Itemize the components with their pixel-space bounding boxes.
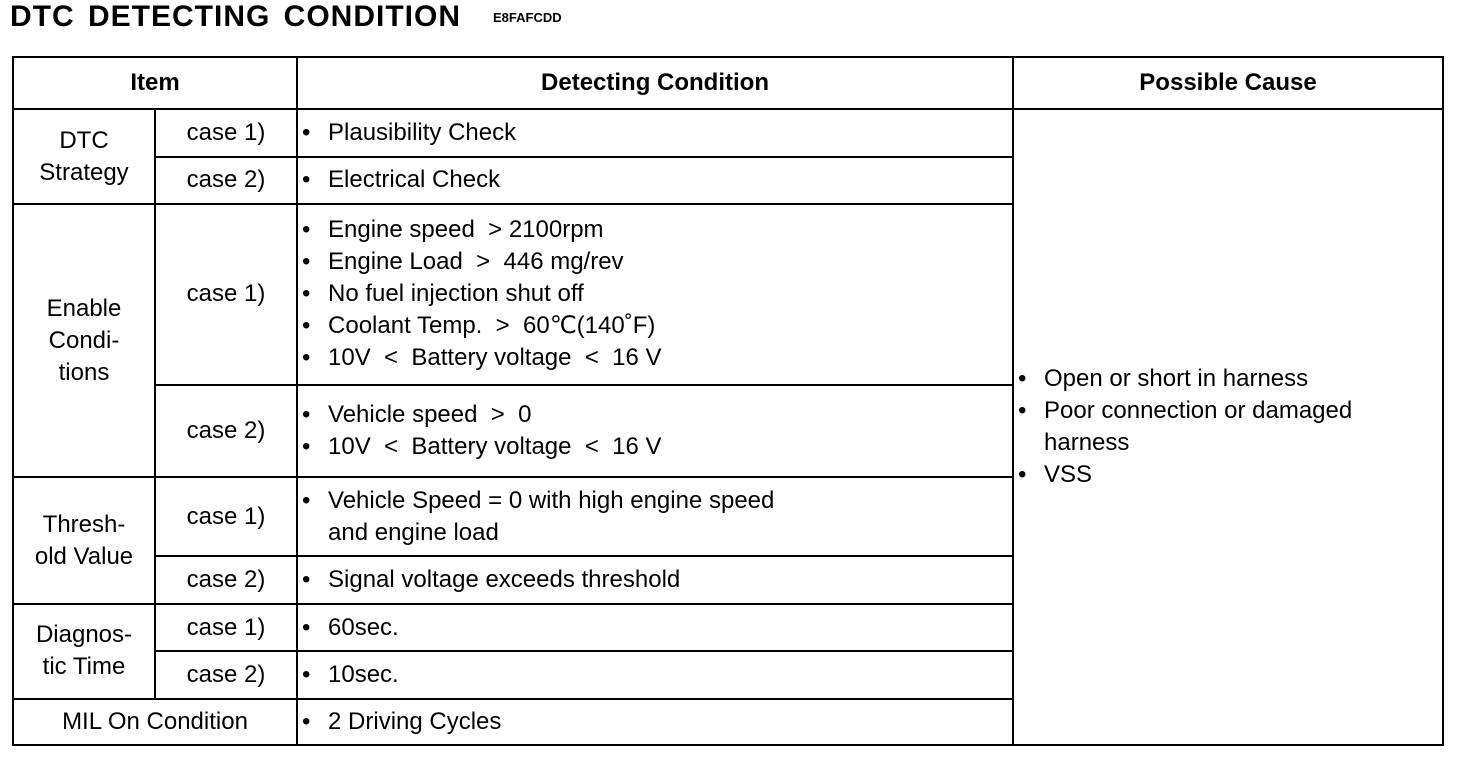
condition-cell bbox=[297, 385, 1013, 478]
case-label: case 2) bbox=[155, 556, 297, 604]
item-diagnostic-time bbox=[13, 604, 155, 699]
condition-list bbox=[298, 399, 1012, 463]
possible-cause-cell bbox=[1013, 109, 1443, 745]
condition-cell bbox=[297, 604, 1013, 651]
condition-item: • Engine Load > 446 mg/rev bbox=[298, 246, 1012, 278]
condition-item: • 10V < Battery voltage < 16 V bbox=[298, 431, 1012, 463]
condition-list bbox=[298, 564, 1012, 596]
page-title: DTC DETECTING CONDITION bbox=[10, 0, 461, 33]
condition-cell bbox=[297, 157, 1013, 204]
item-label-line: Condi- bbox=[48, 326, 120, 354]
condition-item bbox=[298, 485, 1012, 549]
item-threshold-value bbox=[13, 477, 155, 604]
condition-item: • 10V < Battery voltage < 16 V bbox=[298, 342, 1012, 374]
item-label-line: DTC bbox=[59, 126, 109, 154]
heading bbox=[10, 0, 562, 40]
condition-list bbox=[298, 706, 1012, 738]
header-detecting-condition: Detecting Condition bbox=[297, 57, 1013, 109]
item-label-line: Enable bbox=[46, 294, 122, 322]
case-label: case 1) bbox=[155, 109, 297, 156]
cause-item: • VSS bbox=[1014, 459, 1442, 491]
item-dtc-strategy bbox=[13, 109, 155, 204]
condition-item: • 10sec. bbox=[298, 659, 1012, 691]
condition-item: • Coolant Temp. > 60℃(140˚F) bbox=[298, 310, 1012, 342]
item-label-line: Strategy bbox=[39, 158, 129, 186]
document-code: E8FAFCDD bbox=[493, 10, 562, 25]
condition-cell bbox=[297, 556, 1013, 604]
condition-item: • Plausibility Check bbox=[298, 117, 1012, 149]
item-label-line: tions bbox=[58, 358, 110, 386]
condition-item: • 2 Driving Cycles bbox=[298, 706, 1012, 738]
case-label: case 1) bbox=[155, 477, 297, 555]
case-label: case 2) bbox=[155, 157, 297, 204]
condition-list bbox=[298, 164, 1012, 196]
condition-cell bbox=[297, 477, 1013, 555]
item-label-line: Thresh- bbox=[42, 510, 126, 538]
condition-item: • Signal voltage exceeds threshold bbox=[298, 564, 1012, 596]
condition-line: Vehicle Speed = 0 with high engine speed bbox=[328, 486, 775, 514]
case-label: case 2) bbox=[155, 385, 297, 478]
header-item: Item bbox=[13, 57, 297, 109]
condition-item: • Engine speed > 2100rpm bbox=[298, 214, 1012, 246]
condition-item: • No fuel injection shut off bbox=[298, 278, 1012, 310]
dtc-table bbox=[12, 56, 1444, 746]
cause-item: • Open or short in harness bbox=[1014, 363, 1442, 395]
condition-item: • Electrical Check bbox=[298, 164, 1012, 196]
condition-item: • 60sec. bbox=[298, 612, 1012, 644]
case-label: case 1) bbox=[155, 604, 297, 651]
item-label-line: old Value bbox=[34, 542, 134, 570]
case-label: case 1) bbox=[155, 204, 297, 385]
item-label-line: Diagnos- bbox=[35, 621, 133, 649]
condition-list bbox=[298, 214, 1012, 374]
condition-line: and engine load bbox=[328, 518, 499, 546]
header-row bbox=[13, 57, 1443, 109]
condition-cell bbox=[297, 699, 1013, 745]
cause-item: • Poor connection or damaged harness bbox=[1014, 395, 1442, 459]
condition-cell bbox=[297, 651, 1013, 698]
item-mil-on-condition: MIL On Condition bbox=[13, 699, 297, 745]
condition-list bbox=[298, 612, 1012, 644]
condition-cell bbox=[297, 109, 1013, 156]
item-enable-conditions bbox=[13, 204, 155, 478]
possible-cause-list bbox=[1014, 363, 1442, 491]
condition-list bbox=[298, 485, 1012, 549]
header-possible-cause: Possible Cause bbox=[1013, 57, 1443, 109]
case-label: case 2) bbox=[155, 651, 297, 698]
table-row bbox=[13, 109, 1443, 156]
condition-list bbox=[298, 117, 1012, 149]
condition-list bbox=[298, 659, 1012, 691]
condition-cell bbox=[297, 204, 1013, 385]
item-label-line: tic Time bbox=[42, 653, 126, 681]
condition-item: • Vehicle speed > 0 bbox=[298, 399, 1012, 431]
